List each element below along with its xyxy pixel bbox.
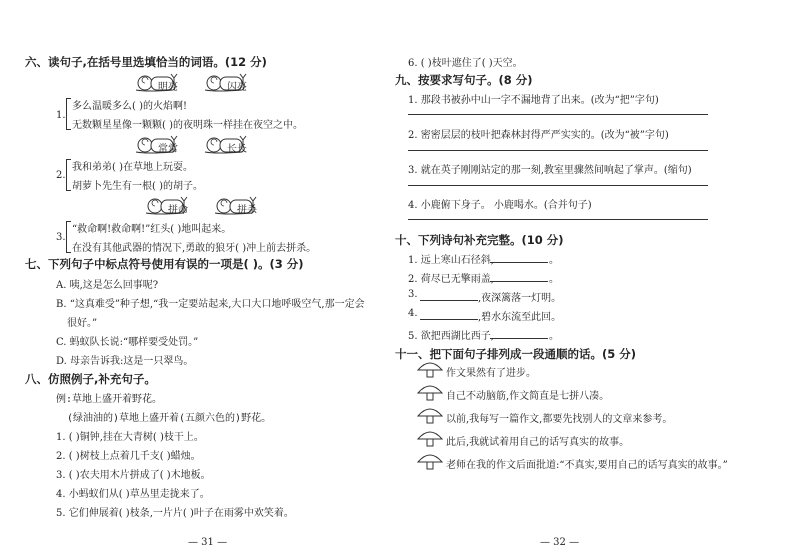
option-d: D. 母亲告诉我:这是一只翠鸟。 [56, 356, 194, 367]
answer-line[interactable] [408, 150, 708, 151]
question: 2. 密密层层的枝叶把森林封得严严实实的。(改为“被”字句) [408, 130, 669, 141]
sentence: 多么温暖多么( )的火焰啊! [72, 101, 187, 112]
word-choice: 常常 [158, 144, 178, 155]
period: 。 [549, 331, 559, 342]
poem-line: ,夜深篱落一灯明。 [478, 293, 562, 304]
example-line: (绿油油的)草地上盛开着(五颜六色的)野花。 [67, 413, 272, 424]
fill-item: 3. ( )农夫用木片拼成了( )木地板。 [56, 470, 211, 481]
blank[interactable] [490, 281, 548, 282]
brace [66, 98, 71, 130]
sentence: 无数颗星星像一颗颗( )的夜明珠一样挂在夜空之中。 [72, 120, 303, 131]
section-9-title: 九、按要求写句子。(8 分) [395, 73, 533, 87]
answer-line[interactable] [408, 114, 708, 115]
fill-item: 6. ( )枝叶遮住了( )天空。 [408, 58, 523, 69]
sentence: 胡萝卜先生有一根( )的胡子。 [72, 181, 203, 192]
page-number: — 31 — [188, 537, 228, 548]
blank[interactable] [420, 300, 478, 301]
question: 3. 就在英子刚刚站定的那一刻,教室里骤然间响起了掌声。(缩句) [408, 165, 692, 176]
sentence: 我和弟弟( )在草地上玩耍。 [72, 162, 193, 173]
mushroom-icon[interactable] [417, 406, 443, 424]
section-11-title: 十一、把下面句子排列成一段通顺的话。(5 分) [395, 347, 637, 361]
question: 4. 小鹿俯下身子。 小鹿喝水。(合并句子) [408, 200, 592, 211]
poem-line: 1. 远上寒山石径斜, [408, 255, 494, 266]
sentence: 在没有其他武器的情况下,勇敢的狼牙( )冲上前去拼杀。 [72, 243, 317, 254]
sentence: 以前,我每写一篇作文,都要先找别人的文章来参考。 [446, 414, 673, 425]
poem-line: 5. 欲把西湖比西子, [408, 331, 494, 342]
answer-line[interactable] [408, 219, 708, 220]
fill-item: 1. ( )铜钟,挂在大青树( )枝干上。 [56, 432, 204, 443]
blank[interactable] [490, 338, 548, 339]
word-choice: 闪亮 [227, 82, 247, 93]
fill-item: 4. 小蚂蚁们从( )草丛里走拢来了。 [56, 489, 210, 500]
answer-line[interactable] [408, 185, 708, 186]
question-number: 3. [56, 232, 66, 243]
blank[interactable] [490, 262, 548, 263]
option-c: C. 蚂蚁队长说:“哪样要受处罚。” [56, 337, 199, 348]
section-10-title: 十、下列诗句补充完整。(10 分) [395, 233, 564, 247]
sentence: 自己不动脑筋,作文简直是七拼八凑。 [446, 391, 610, 402]
sentence: 此后,我就试着用自己的话写真实的故事。 [446, 437, 630, 448]
mushroom-icon[interactable] [417, 360, 443, 378]
option-a: A. 咦,这是怎么回事呢? [56, 280, 159, 291]
section-6-title: 六、读句子,在括号里选填恰当的词语。(12 分) [25, 55, 267, 69]
section-7-title: 七、下列句子中标点符号使用有误的一项是( )。(3 分) [25, 257, 304, 271]
sentence: 作文果然有了进步。 [446, 368, 536, 379]
period: 。 [549, 274, 559, 285]
mushroom-icon[interactable] [417, 429, 443, 447]
poem-line: ,碧水东流至此回。 [478, 312, 562, 323]
sentence: “救命啊!救命啊!”红头( )地叫起来。 [72, 224, 232, 235]
period: 。 [549, 255, 559, 266]
word-choice: 拼杀 [237, 205, 257, 216]
question-number: 2. [56, 170, 66, 181]
mushroom-icon[interactable] [417, 383, 443, 401]
brace [66, 221, 71, 253]
fill-item: 5. 它们伸展着( )枝条,一片片( )叶子在雨雾中欢笑着。 [56, 508, 294, 519]
sentence: 老师在我的作文后面批道:“不真实,要用自己的话写真实的故事。” [446, 460, 728, 471]
page-number: — 32 — [540, 537, 580, 548]
mushroom-icon[interactable] [417, 452, 443, 470]
example-line: 例:草地上盛开着野花。 [56, 394, 163, 405]
question: 1. 那段书被孙中山一字不漏地背了出来。(改为“把”字句) [408, 95, 659, 106]
option-b-cont: 很好。” [67, 318, 98, 329]
poem-line: 2. 荷尽已无擎雨盖, [408, 274, 494, 285]
poem-line: 4. [408, 308, 418, 319]
blank[interactable] [420, 319, 478, 320]
question-number: 1. [56, 110, 66, 121]
option-b: B. “这真难受”种子想,“我一定要站起来,大口大口地呼吸空气,那一定会 [56, 299, 365, 310]
word-choice: 拼命 [168, 205, 188, 216]
word-choice: 明亮 [158, 82, 178, 93]
poem-line: 3. [408, 289, 418, 300]
brace [66, 159, 71, 191]
word-choice: 长长 [227, 144, 247, 155]
fill-item: 2. ( )树枝上点着几千支( )蜡烛。 [56, 451, 201, 462]
section-8-title: 八、仿照例子,补充句子。 [25, 372, 156, 386]
